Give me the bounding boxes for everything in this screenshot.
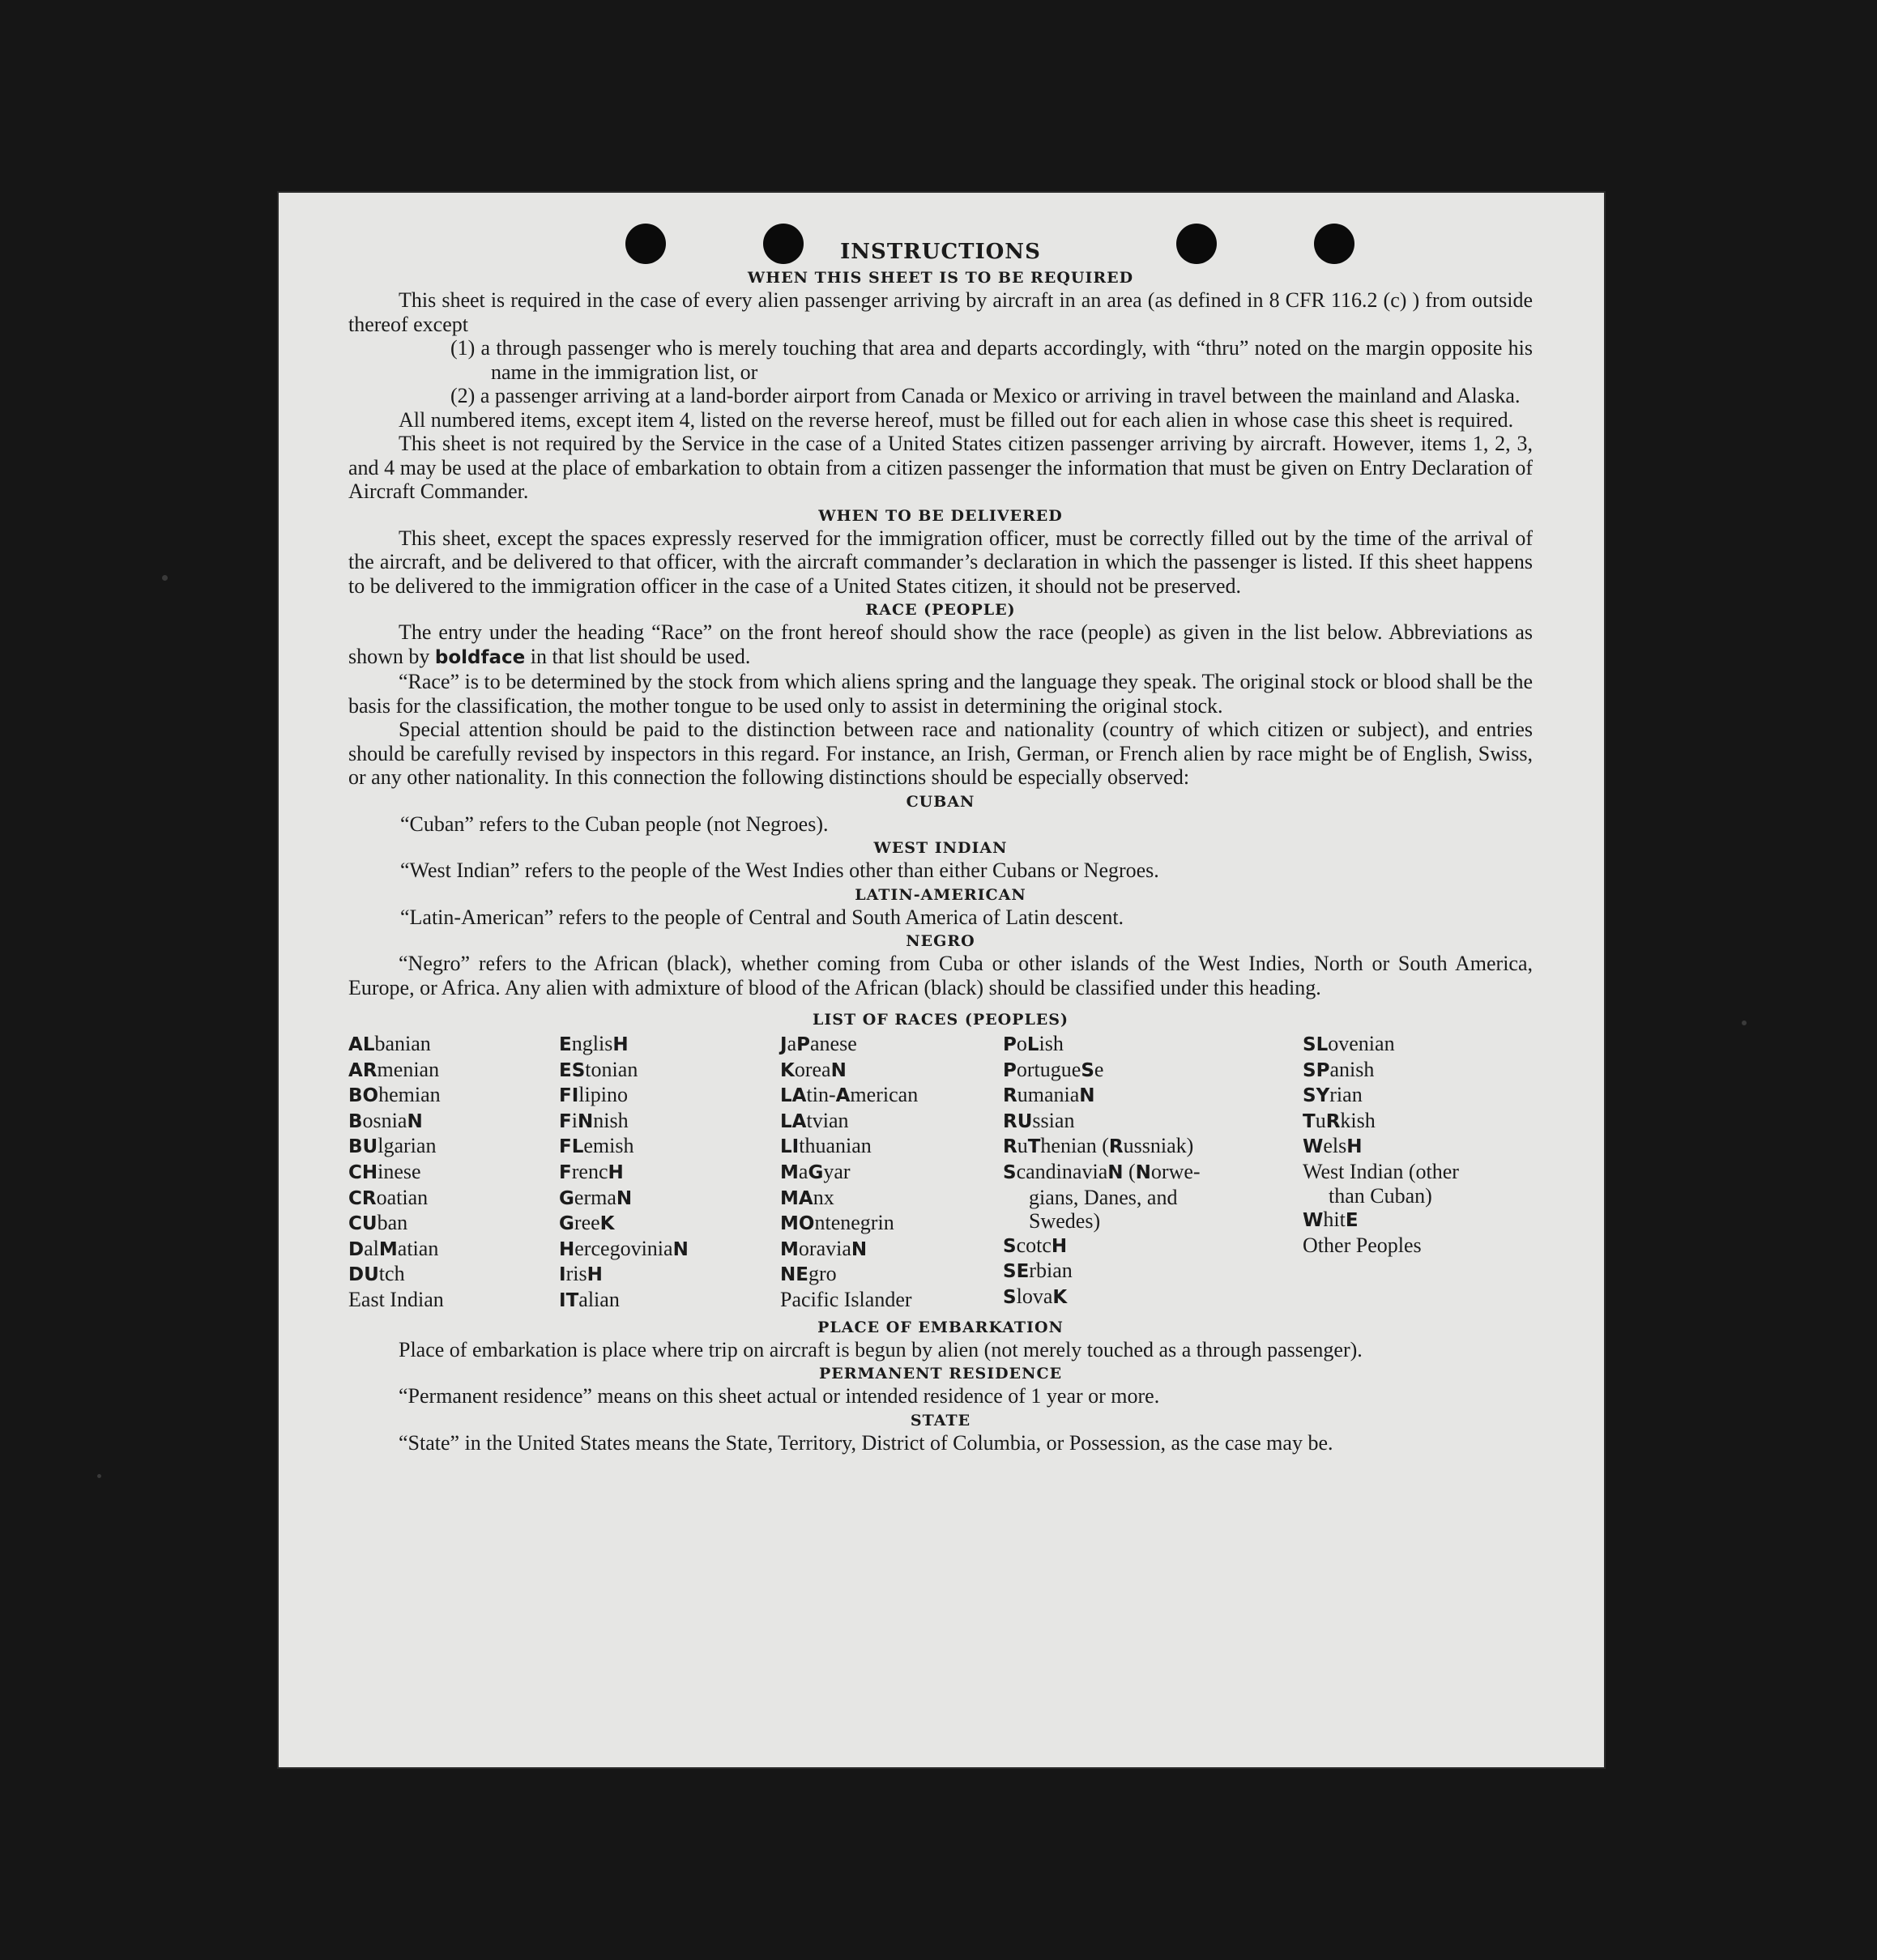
race-entry: ITalian: [559, 1287, 620, 1311]
race-entry: FLemish: [559, 1134, 634, 1158]
race-entry: KoreaN: [780, 1057, 847, 1081]
definition: “Cuban” refers to the Cuban people (not Negroes).: [400, 812, 829, 836]
page-title: INSTRUCTIONS: [840, 240, 1041, 264]
race-entry: FIlipino: [559, 1083, 628, 1107]
race-entry: NEgro: [780, 1262, 837, 1286]
heading-state: STATE: [910, 1411, 971, 1430]
paragraph: This sheet, except the spaces expressly reserved for the immigration officer, must be correctly filled out by the time of the arrival of the aircraft, and be delivered to that officer, with the aircraft commander’s declaration in which the passenger is listed. If this sheet happens to be delivered to the immigration officer in the case of a United States citizen, it should not be preserved.: [348, 526, 1533, 598]
race-entry: LAtin-American: [780, 1083, 919, 1107]
race-entry: CRoatian: [348, 1185, 429, 1209]
race-entry: SLovenian: [1303, 1032, 1395, 1055]
race-entry: BUlgarian: [348, 1134, 437, 1158]
race-column: [1003, 1032, 1303, 1314]
paragraph: This sheet is not required by the Service in the case of a United States citizen passenger arriving by aircraft. However, items 1, 2, 3, and 4 may be used at the place of embarkation to obtain from a citizen passenger the information that must be given on Entry Declaration of Aircraft Commander.: [348, 432, 1533, 503]
race-entry: CUban: [348, 1211, 408, 1235]
race-entry: RuThenian (Russniak): [1003, 1134, 1194, 1158]
document-page: [279, 193, 1604, 1767]
race-entry: SYrian: [1303, 1083, 1363, 1107]
race-entry: RumaniaN: [1003, 1083, 1095, 1107]
race-entry: MoraviaN: [780, 1236, 868, 1260]
race-entry: DalMatian: [348, 1236, 439, 1260]
race-column: [559, 1032, 780, 1314]
race-list: [348, 1032, 1533, 1314]
heading-list-of-races: LIST OF RACES (PEOPLES): [813, 1011, 1069, 1029]
film-speck: [162, 575, 168, 581]
paragraph: “Permanent residence” means on this sheet actual or intended residence of 1 year or more.: [399, 1384, 1160, 1408]
definition: “West Indian” refers to the people of the West Indies other than either Cubans or Negroes.: [400, 859, 1159, 882]
heading-latin-american: LATIN-AMERICAN: [855, 885, 1026, 904]
race-entry: Other Peoples: [1303, 1233, 1422, 1257]
heading-required: WHEN THIS SHEET IS TO BE REQUIRED: [747, 269, 1134, 287]
race-entry: CHinese: [348, 1159, 421, 1183]
race-entry: MaGyar: [780, 1159, 851, 1183]
race-entry: TuRkish: [1303, 1108, 1376, 1132]
race-entry: LIthuanian: [780, 1134, 872, 1158]
race-entry: IrisH: [559, 1262, 603, 1286]
race-entry: than Cuban): [1329, 1183, 1432, 1208]
paragraph: [348, 620, 1533, 670]
race-entry: GreeK: [559, 1211, 615, 1235]
heading-negro: NEGRO: [906, 932, 975, 950]
definition: “Negro” refers to the African (black), whether coming from Cuba or other islands of the West Indies, North or South America, Europe, or Africa. Any alien with admixture of blood of the African (black) should be classified under this heading.: [348, 952, 1533, 999]
race-entry: SlovaK: [1003, 1284, 1068, 1308]
race-entry: East Indian: [348, 1287, 444, 1311]
race-entry: BOhemian: [348, 1083, 441, 1107]
race-entry: BosniaN: [348, 1108, 423, 1132]
paragraph: All numbered items, except item 4, listed on the reverse hereof, must be filled out for each alien in whose case this sheet is required.: [399, 407, 1514, 432]
race-entry: DUtch: [348, 1262, 405, 1286]
race-entry: PoLish: [1003, 1032, 1064, 1055]
race-entry: LAtvian: [780, 1108, 849, 1132]
race-entry: PortugueSe: [1003, 1057, 1104, 1081]
heading-west-indian: WEST INDIAN: [873, 839, 1008, 857]
paragraph: “Race” is to be determined by the stock from which aliens spring and the language they speak. The original stock or blood shall be the basis for the classification, the mother tongue to be used only to assist in determining the original stock.: [348, 670, 1533, 718]
paragraph: Special attention should be paid to the distinction between race and nationality (country of which citizen or subject), and entries should be carefully revised by inspectors in this regard. For instance, an Irish, German, or French alien by race might be of English, Swiss, or any other nationality. In this connection the following distinctions should be especially observed:: [348, 718, 1533, 789]
race-entry: FiNnish: [559, 1108, 629, 1132]
race-entry: HercegoviniaN: [559, 1236, 689, 1260]
race-entry: MAnx: [780, 1185, 834, 1209]
heading-embarkation: PLACE OF EMBARKATION: [817, 1318, 1064, 1336]
race-column: [1303, 1032, 1533, 1314]
text-run: in that list should be used.: [530, 644, 751, 668]
heading-race: RACE (PEOPLE): [865, 601, 1016, 619]
race-entry: ScandinaviaN (Norwe-: [1003, 1159, 1201, 1183]
race-entry: EStonian: [559, 1057, 638, 1081]
paragraph: Place of embarkation is place where trip on aircraft is begun by alien (not merely touched as a through passenger).: [399, 1337, 1363, 1361]
race-column: [780, 1032, 1003, 1314]
race-entry: RUssian: [1003, 1108, 1075, 1132]
bold-word: boldface: [434, 646, 526, 668]
heading-residence: PERMANENT RESIDENCE: [818, 1365, 1063, 1383]
race-entry: Swedes): [1029, 1209, 1101, 1234]
race-entry: GermaN: [559, 1185, 633, 1209]
heading-delivered: WHEN TO BE DELIVERED: [818, 506, 1063, 525]
race-entry: SErbian: [1003, 1259, 1073, 1283]
instructions-body: [348, 240, 1533, 1455]
race-entry: WhitE: [1303, 1208, 1359, 1232]
exception-item: (1) a through passenger who is merely touching that area and departs accordingly, with “thru” noted on the margin opposite his name in the immigration list, or: [450, 336, 1533, 384]
film-speck: [97, 1474, 101, 1478]
definition: “Latin-American” refers to the people of Central and South America of Latin descent.: [400, 905, 1124, 929]
text-run: The entry under the heading “Race” on the front hereof should show the race (people) as given in the list below. Abbreviations as shown by: [348, 620, 1533, 668]
race-entry: SPanish: [1303, 1057, 1375, 1081]
heading-cuban: CUBAN: [906, 792, 975, 811]
race-entry: ScotcH: [1003, 1233, 1068, 1257]
race-entry: MOntenegrin: [780, 1211, 894, 1235]
race-column: [348, 1032, 559, 1314]
race-entry: JaPanese: [780, 1032, 857, 1055]
race-entry: Pacific Islander: [780, 1287, 912, 1311]
race-entry: FrencH: [559, 1159, 624, 1183]
race-entry: EnglisH: [559, 1032, 629, 1055]
exception-item: (2) a passenger arriving at a land-border airport from Canada or Mexico or arriving in travel between the mainland and Alaska.: [450, 384, 1521, 407]
race-entry: ARmenian: [348, 1057, 440, 1081]
film-speck: [1742, 1020, 1747, 1025]
race-entry: West Indian (other: [1303, 1159, 1459, 1183]
race-entry: gians, Danes, and: [1029, 1185, 1178, 1209]
paragraph: This sheet is required in the case of every alien passenger arriving by aircraft in an area (as defined in 8 CFR 116.2 (c) ) from outside thereof except: [348, 288, 1533, 336]
paragraph: “State” in the United States means the State, Territory, District of Columbia, or Possession, as the case may be.: [399, 1430, 1333, 1455]
race-entry: ALbanian: [348, 1032, 431, 1055]
race-entry: WelsH: [1303, 1134, 1363, 1158]
